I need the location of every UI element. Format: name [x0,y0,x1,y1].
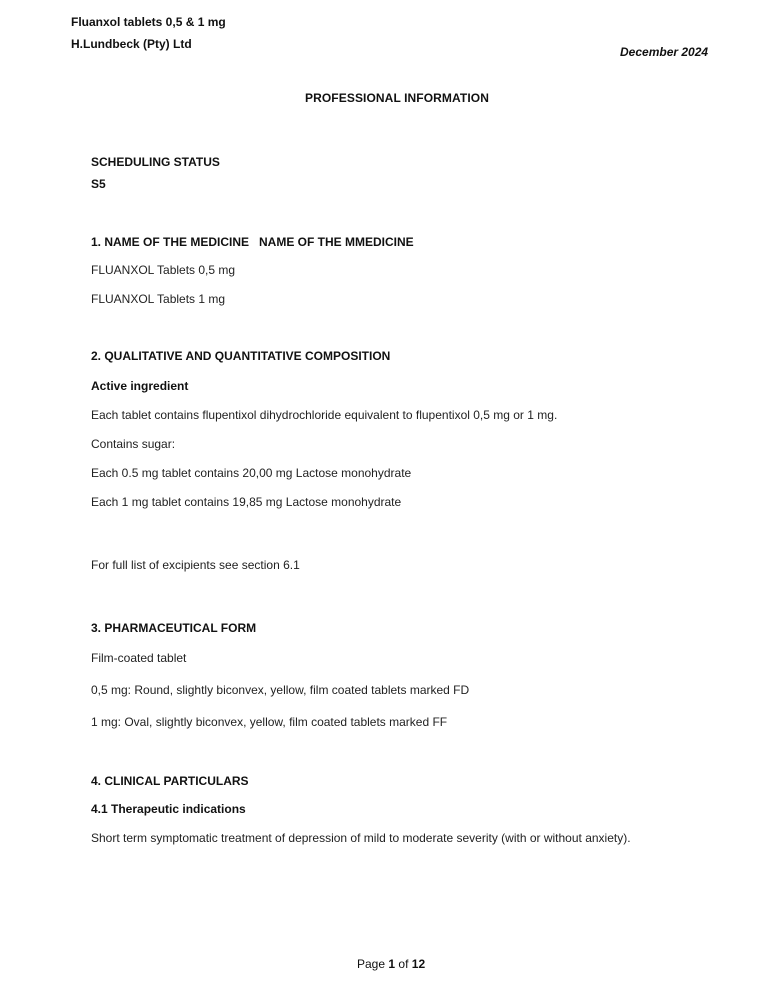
section-1-line: FLUANXOL Tablets 0,5 mg [91,263,236,277]
section-2-heading: 2. QUALITATIVE AND QUANTITATIVE COMPOSITION [91,349,391,363]
section-1-heading-duplicate: NAME OF THE MMEDICINE [259,235,414,249]
section-1-line: FLUANXOL Tablets 1 mg [91,292,226,306]
section-3-line: Film-coated tablet [91,651,187,665]
page-current: 1 [388,957,396,971]
section-3-line: 1 mg: Oval, slightly biconvex, yellow, film coated tablets marked FF [91,715,448,729]
scheduling-status-heading: SCHEDULING STATUS [91,155,220,169]
header-company-name: H.Lundbeck (Pty) Ltd [71,37,192,51]
page-of-label: of [398,957,409,971]
header-product-name: Fluanxol tablets 0,5 & 1 mg [71,15,226,29]
section-1-heading [91,235,414,249]
header-date: December 2024 [620,45,709,59]
section-2-line: Each 1 mg tablet contains 19,85 mg Lactose monohydrate [91,495,402,509]
section-2-line: Contains sugar: [91,437,176,451]
section-4-heading: 4. CLINICAL PARTICULARS [91,774,249,788]
section-1-heading-text: 1. NAME OF THE MEDICINE [91,235,250,249]
page-label: Page [357,957,386,971]
section-4-1-text: Short term symptomatic treatment of depression of mild to moderate severity (with or without anxiety). [91,831,631,845]
scheduling-status-value: S5 [91,177,106,191]
section-2-line: Each 0.5 mg tablet contains 20,00 mg Lactose monohydrate [91,466,412,480]
section-2-excipients-note: For full list of excipients see section 6.1 [91,558,300,572]
document-title: PROFESSIONAL INFORMATION [305,91,489,105]
section-2-line: Each tablet contains flupentixol dihydrochloride equivalent to flupentixol 0,5 mg or 1 mg. [91,408,558,422]
section-3-line: 0,5 mg: Round, slightly biconvex, yellow, film coated tablets marked FD [91,683,470,697]
page-number [357,957,425,971]
section-2-subheading: Active ingredient [91,379,189,393]
page-total: 12 [411,957,426,971]
section-4-1-subheading: 4.1 Therapeutic indications [91,802,246,816]
section-3-heading: 3. PHARMACEUTICAL FORM [91,621,257,635]
